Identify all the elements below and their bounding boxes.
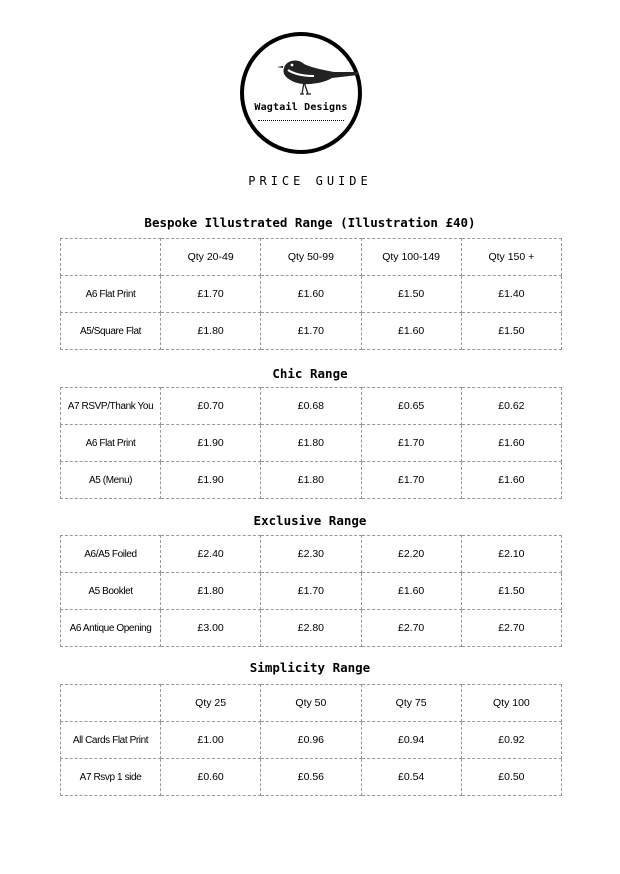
price-cell: £2.20: [361, 536, 461, 573]
price-cell: £1.80: [161, 573, 261, 610]
table-row: [61, 722, 562, 759]
price-cell: £1.70: [361, 425, 461, 462]
price-cell: £2.10: [461, 536, 561, 573]
row-label: A7 Rsvp 1 side: [61, 759, 161, 796]
row-label: All Cards Flat Print: [61, 722, 161, 759]
table-chic: [60, 387, 562, 499]
table-exclusive: [60, 535, 562, 647]
wagtail-bird-icon: [274, 54, 384, 102]
price-cell: £1.80: [261, 462, 361, 499]
section-heading-chic: Chic Range: [272, 366, 348, 381]
table-row: [61, 388, 562, 425]
price-cell: £1.60: [361, 313, 461, 350]
price-cell: £2.70: [361, 610, 461, 647]
price-cell: £0.92: [461, 722, 561, 759]
table-cell: Qty 100: [461, 685, 561, 722]
price-cell: £0.60: [161, 759, 261, 796]
table-bespoke: [60, 238, 562, 350]
price-cell: £3.00: [161, 610, 261, 647]
price-cell: £1.50: [461, 573, 561, 610]
price-cell: £1.90: [161, 462, 261, 499]
table-cell: Qty 100-149: [361, 239, 461, 276]
row-label: A7 RSVP/Thank You: [61, 388, 161, 425]
table-header-row: [61, 685, 562, 722]
table-row: [61, 462, 562, 499]
page-title: PRICE GUIDE: [248, 174, 372, 188]
table-row: [61, 313, 562, 350]
table-cell: Qty 50: [261, 685, 361, 722]
price-cell: £1.70: [261, 573, 361, 610]
price-cell: £1.60: [461, 462, 561, 499]
row-label: A6 Antique Opening: [61, 610, 161, 647]
table-simplicity: [60, 684, 562, 796]
table-row: [61, 573, 562, 610]
price-cell: £2.70: [461, 610, 561, 647]
price-cell: £0.50: [461, 759, 561, 796]
price-cell: £2.30: [261, 536, 361, 573]
price-cell: £0.65: [361, 388, 461, 425]
price-cell: £0.54: [361, 759, 461, 796]
price-cell: £0.70: [161, 388, 261, 425]
price-cell: £1.00: [161, 722, 261, 759]
row-label: A6 Flat Print: [61, 425, 161, 462]
row-label: A5 Booklet: [61, 573, 161, 610]
price-cell: £1.70: [361, 462, 461, 499]
price-cell: £0.62: [461, 388, 561, 425]
price-cell: £1.70: [161, 276, 261, 313]
price-cell: £1.50: [361, 276, 461, 313]
table-row: [61, 759, 562, 796]
price-cell: £0.68: [261, 388, 361, 425]
table-cell: [61, 685, 161, 722]
table-cell: Qty 25: [161, 685, 261, 722]
brand-logo: [248, 32, 352, 152]
price-cell: £1.60: [461, 425, 561, 462]
price-cell: £1.80: [261, 425, 361, 462]
section-heading-exclusive: Exclusive Range: [253, 513, 367, 528]
table-cell: Qty 20-49: [161, 239, 261, 276]
row-label: A6 Flat Print: [61, 276, 161, 313]
price-cell: £1.70: [261, 313, 361, 350]
section-heading-bespoke: Bespoke Illustrated Range (Illustration £40): [144, 215, 476, 230]
table-row: [61, 425, 562, 462]
price-cell: £0.56: [261, 759, 361, 796]
price-cell: £1.40: [461, 276, 561, 313]
table-cell: Qty 75: [361, 685, 461, 722]
price-cell: £1.50: [461, 313, 561, 350]
table-cell: Qty 150 +: [461, 239, 561, 276]
price-cell: £1.60: [361, 573, 461, 610]
table-cell: [61, 239, 161, 276]
price-cell: £2.80: [261, 610, 361, 647]
brand-underline: [258, 120, 344, 121]
brand-name: Wagtail Designs: [254, 102, 348, 113]
section-heading-simplicity: Simplicity Range: [249, 660, 371, 675]
price-cell: £0.94: [361, 722, 461, 759]
table-cell: Qty 50-99: [261, 239, 361, 276]
price-cell: £2.40: [161, 536, 261, 573]
row-label: A5 (Menu): [61, 462, 161, 499]
table-row: [61, 276, 562, 313]
row-label: A6/A5 Foiled: [61, 536, 161, 573]
price-cell: £1.80: [161, 313, 261, 350]
price-cell: £1.90: [161, 425, 261, 462]
table-row: [61, 536, 562, 573]
price-cell: £0.96: [261, 722, 361, 759]
row-label: A5/Square Flat: [61, 313, 161, 350]
price-cell: £1.60: [261, 276, 361, 313]
table-header-row: [61, 239, 562, 276]
table-row: [61, 610, 562, 647]
